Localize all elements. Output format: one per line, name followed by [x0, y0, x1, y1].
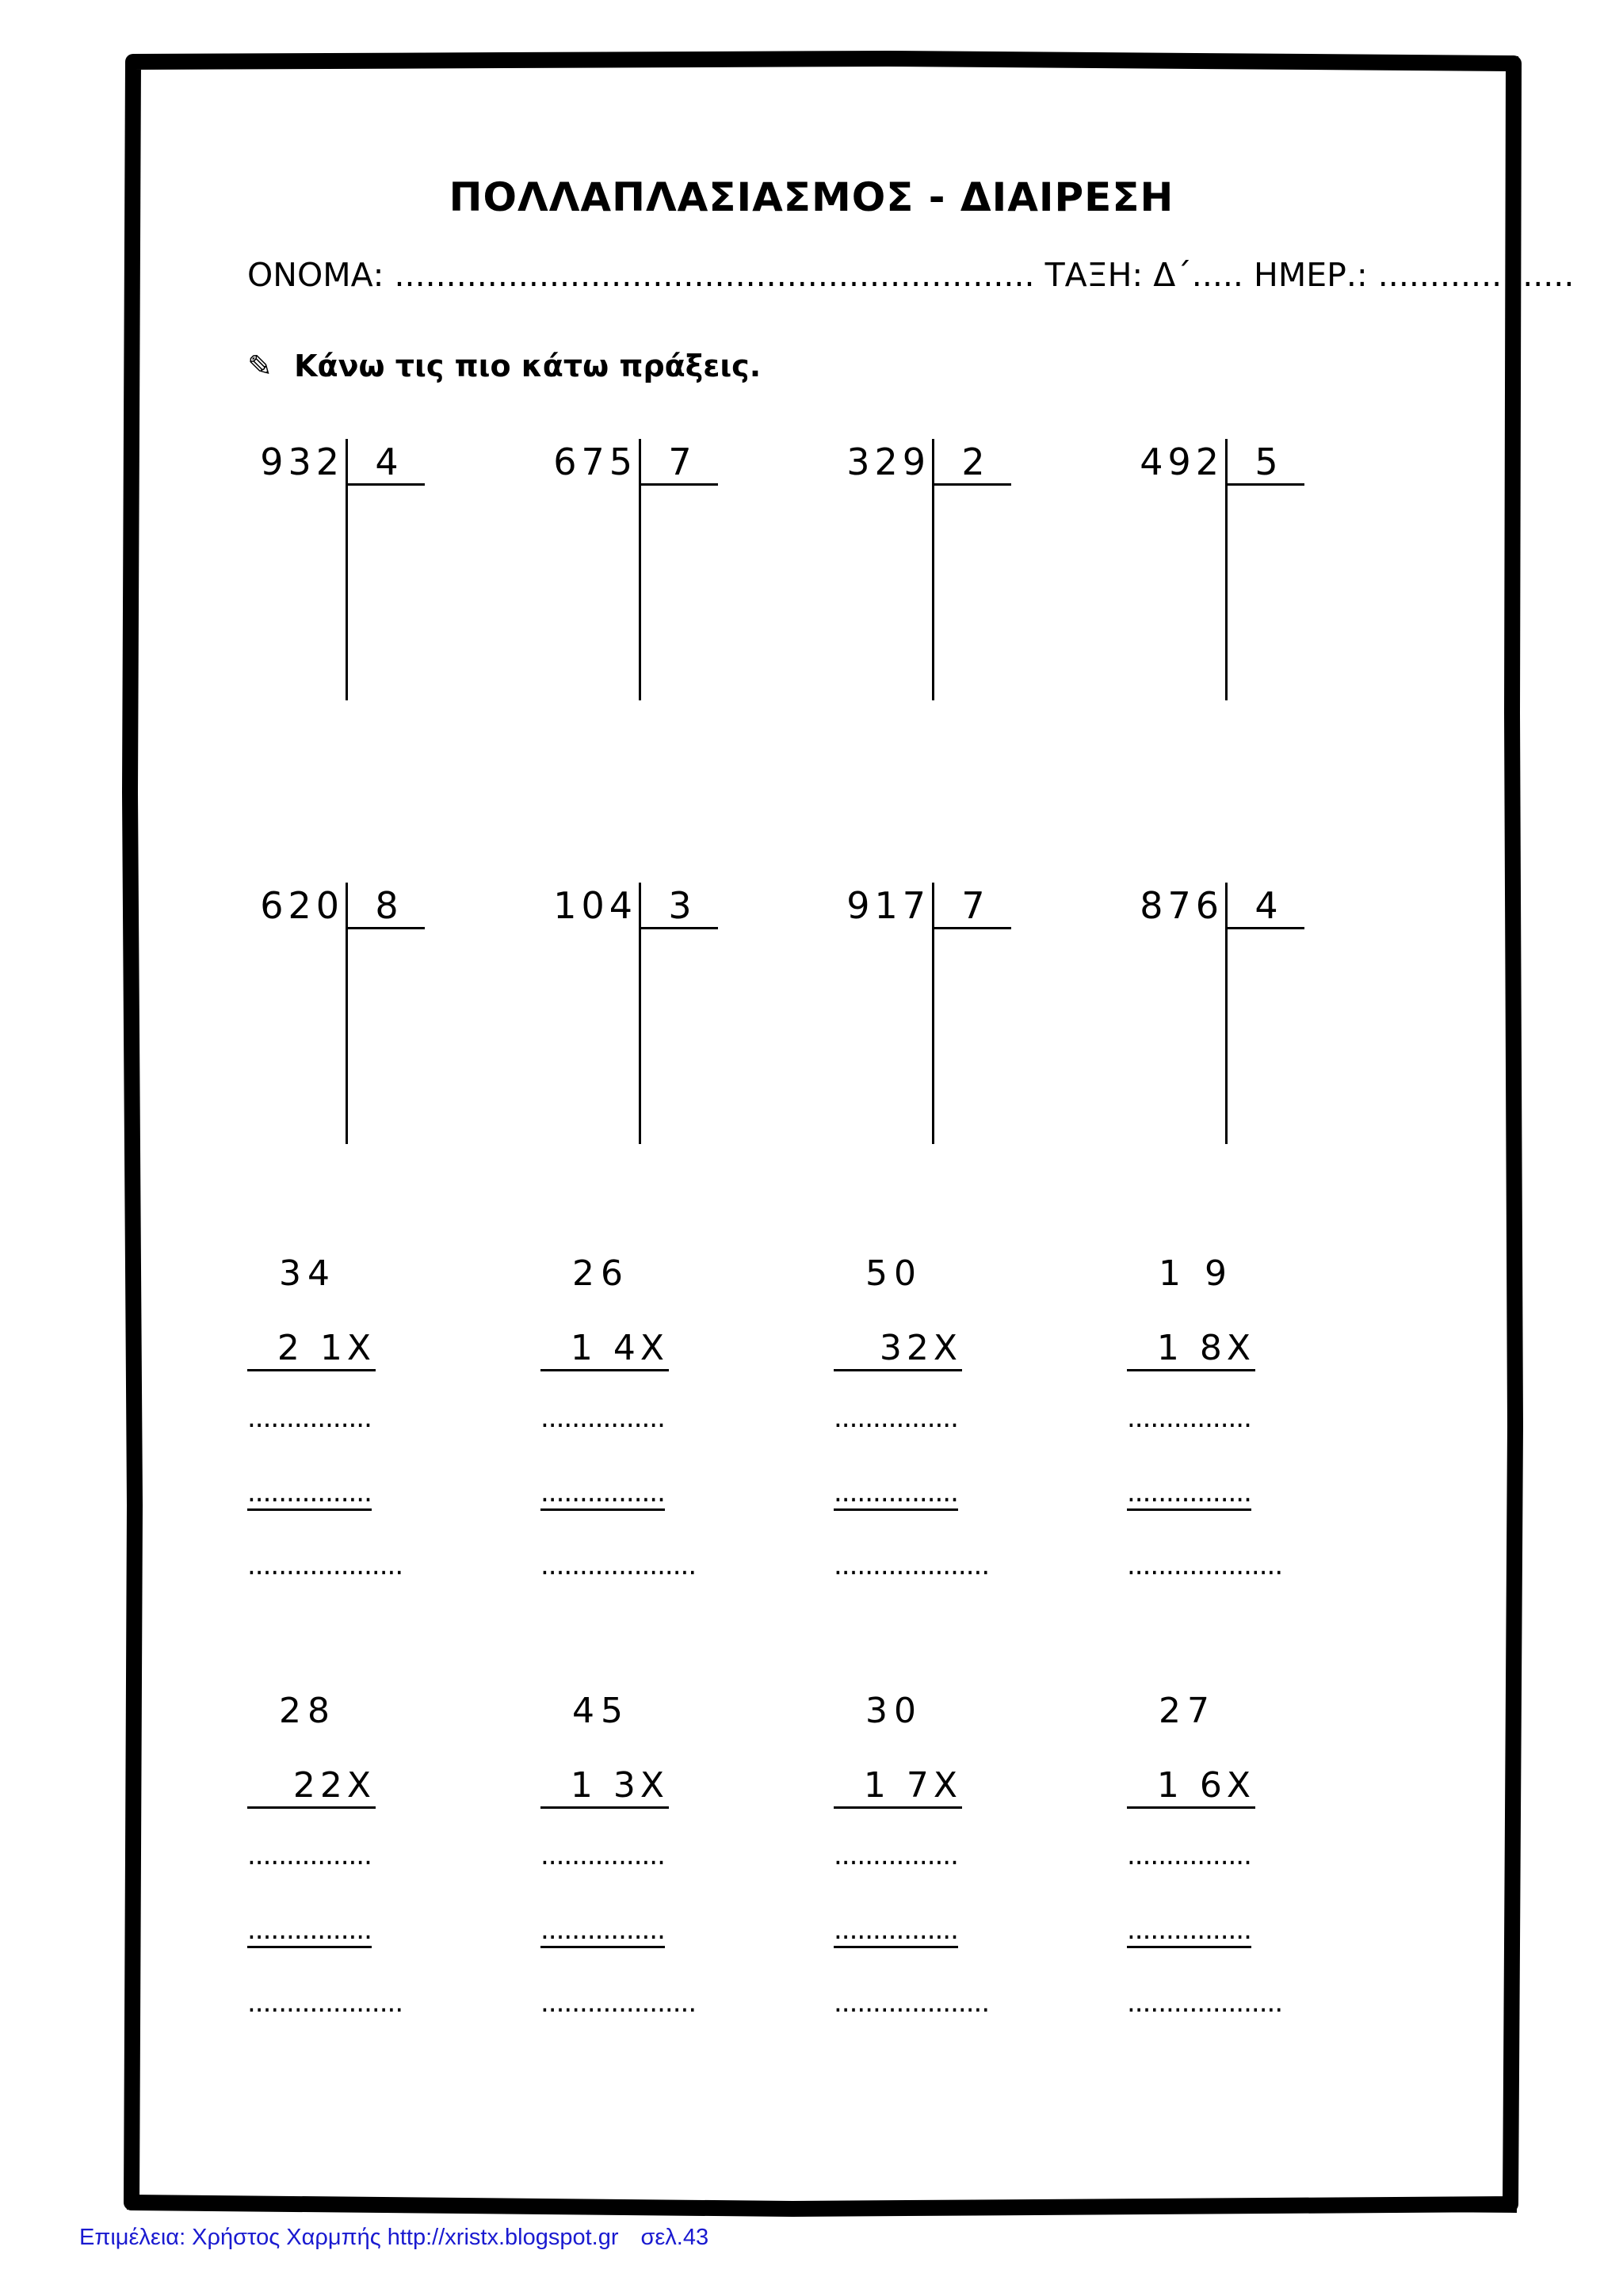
- division-horizontal-line: [932, 927, 1011, 929]
- instruction: [247, 349, 761, 383]
- dividend: 329: [846, 441, 930, 483]
- answer-line[interactable]: ....................: [1127, 1550, 1283, 1581]
- multiplier: 22X: [247, 1765, 376, 1809]
- divisor: 2: [961, 441, 985, 483]
- dividend: 876: [1140, 884, 1224, 927]
- multiplier: 1 8X: [1127, 1328, 1255, 1371]
- division-problem[interactable]: [1125, 883, 1331, 1144]
- instruction-text: Κάνω τις πιο κάτω πράξεις.: [294, 349, 762, 383]
- dividend: 104: [553, 884, 637, 927]
- answer-line[interactable]: ....................: [247, 1550, 403, 1581]
- dividend: 675: [553, 441, 637, 483]
- answer-line[interactable]: ................: [834, 1914, 958, 1948]
- multiplicand: 28: [279, 1691, 336, 1731]
- division-problem[interactable]: [539, 439, 745, 700]
- division-vertical-line: [932, 439, 934, 700]
- division-problem[interactable]: [539, 883, 745, 1144]
- multiplier: 1 6X: [1127, 1765, 1255, 1809]
- division-vertical-line: [639, 883, 641, 1144]
- division-vertical-line: [1225, 439, 1228, 700]
- multiplicand: 50: [865, 1253, 922, 1294]
- division-horizontal-line: [639, 483, 718, 486]
- multiplier: 2 1X: [247, 1328, 376, 1371]
- division-horizontal-line: [346, 483, 425, 486]
- division-horizontal-line: [346, 927, 425, 929]
- name-class-date-line: [247, 256, 1574, 294]
- page-number: σελ.43: [640, 2225, 709, 2250]
- multiplication-problem[interactable]: [834, 1253, 1024, 1602]
- multiplicand: 26: [572, 1253, 629, 1294]
- multiplicand: 45: [572, 1691, 629, 1731]
- multiplication-problem[interactable]: [247, 1253, 437, 1602]
- multiplicand: 27: [1159, 1691, 1216, 1731]
- answer-line[interactable]: ................: [834, 1840, 958, 1871]
- answer-line[interactable]: ....................: [834, 1987, 990, 2019]
- dividend: 620: [260, 884, 344, 927]
- name-field[interactable]: ..............................................................: [394, 256, 1035, 294]
- divisor: 4: [375, 441, 399, 483]
- answer-line[interactable]: ................: [540, 1477, 665, 1511]
- multiplication-problem[interactable]: [540, 1691, 731, 2039]
- answer-line[interactable]: ................: [1127, 1477, 1251, 1511]
- answer-line[interactable]: ....................: [540, 1550, 697, 1581]
- dividend: 932: [260, 441, 344, 483]
- answer-line[interactable]: ................: [540, 1840, 665, 1871]
- division-problem[interactable]: [246, 883, 452, 1144]
- answer-line[interactable]: ................: [540, 1402, 665, 1434]
- answer-line[interactable]: ................: [247, 1914, 372, 1948]
- answer-line[interactable]: ................: [247, 1840, 372, 1871]
- multiplicand: 1 9: [1159, 1253, 1233, 1294]
- divisor: 4: [1254, 884, 1278, 927]
- date-field[interactable]: ...................: [1377, 256, 1575, 294]
- page-title: ΠΟΛΛΑΠΛΑΣΙΑΣΜΟΣ - ΔΙΑΙΡΕΣΗ: [449, 174, 1174, 220]
- answer-line[interactable]: ................: [540, 1914, 665, 1948]
- answer-line[interactable]: ................: [1127, 1840, 1251, 1871]
- multiplier: 1 7X: [834, 1765, 962, 1809]
- division-vertical-line: [639, 439, 641, 700]
- multiplication-problem[interactable]: [540, 1253, 731, 1602]
- divisor: 7: [961, 884, 985, 927]
- division-problem[interactable]: [246, 439, 452, 700]
- divisor: 8: [375, 884, 399, 927]
- answer-line[interactable]: ................: [1127, 1402, 1251, 1434]
- footer-credit[interactable]: Επιμέλεια: Χρήστος Χαρμπής http://xristx.blogspot.gr: [79, 2225, 619, 2250]
- answer-line[interactable]: ................: [1127, 1914, 1251, 1948]
- multiplication-problem[interactable]: [247, 1691, 437, 2039]
- name-label: ΟΝΟΜΑ:: [247, 256, 384, 294]
- class-label[interactable]: ΤΑΞΗ: Δ΄.....: [1044, 256, 1243, 294]
- division-problem[interactable]: [832, 883, 1038, 1144]
- divisor: 5: [1254, 441, 1278, 483]
- answer-line[interactable]: ....................: [247, 1987, 403, 2019]
- multiplier: 1 3X: [540, 1765, 669, 1809]
- multiplier: 1 4X: [540, 1328, 669, 1371]
- pencil-hand-icon: ✎: [247, 349, 273, 383]
- answer-line[interactable]: ....................: [834, 1550, 990, 1581]
- division-horizontal-line: [1225, 483, 1304, 486]
- multiplicand: 30: [865, 1691, 922, 1731]
- answer-line[interactable]: ................: [247, 1402, 372, 1434]
- footer: [79, 2225, 708, 2251]
- multiplicand: 34: [279, 1253, 336, 1294]
- division-vertical-line: [1225, 883, 1228, 1144]
- multiplication-problem[interactable]: [834, 1691, 1024, 2039]
- division-horizontal-line: [932, 483, 1011, 486]
- date-label: ΗΜΕΡ.:: [1254, 256, 1368, 294]
- division-horizontal-line: [1225, 927, 1304, 929]
- multiplication-problem[interactable]: [1127, 1691, 1317, 2039]
- multiplication-problem[interactable]: [1127, 1253, 1317, 1602]
- divisor: 3: [668, 884, 692, 927]
- division-horizontal-line: [639, 927, 718, 929]
- dividend: 492: [1140, 441, 1224, 483]
- division-problem[interactable]: [1125, 439, 1331, 700]
- division-vertical-line: [346, 883, 348, 1144]
- answer-line[interactable]: ................: [834, 1477, 958, 1511]
- answer-line[interactable]: ................: [834, 1402, 958, 1434]
- divisor: 7: [668, 441, 692, 483]
- answer-line[interactable]: ................: [247, 1477, 372, 1511]
- division-vertical-line: [346, 439, 348, 700]
- division-vertical-line: [932, 883, 934, 1144]
- division-problem[interactable]: [832, 439, 1038, 700]
- multiplier: 32X: [834, 1328, 962, 1371]
- answer-line[interactable]: ....................: [540, 1987, 697, 2019]
- dividend: 917: [846, 884, 930, 927]
- answer-line[interactable]: ....................: [1127, 1987, 1283, 2019]
